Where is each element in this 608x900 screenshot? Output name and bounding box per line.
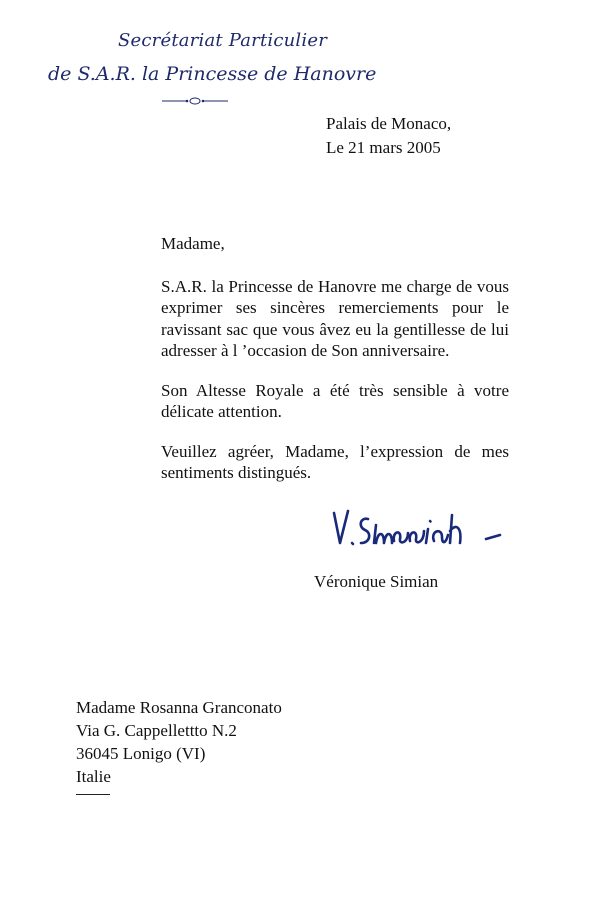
place-line: Palais de Monaco, [326,114,452,133]
signer-name: Véronique Simian [314,572,439,591]
letterhead-line-princess: de S.A.R. la Princesse de Hanovre [48,63,377,85]
place-and-date [326,112,451,160]
address-line-city: 36045 Lonigo (VI) [76,744,206,763]
salutation: Madame, [161,234,225,253]
paragraph-thanks: S.A.R. la Princesse de Hanovre me charge de vous exprimer ses sincères remerciements pour le ravissant sac que vous âvez eu la gentillesse de lui adresser à l ’occasion de Son anniversaire. [161,276,509,360]
handwritten-signature [328,503,513,558]
address-line-country: Italie [76,767,111,786]
address-divider [76,794,110,795]
recipient-address [76,696,282,788]
letter-body [161,233,509,502]
address-line-name: Madame Rosanna Granconato [76,698,282,717]
letterhead-line-secretariat: Secrétariat Particulier [118,30,328,51]
date-line: Le 21 mars 2005 [326,138,441,157]
paragraph-closing: Veuillez agréer, Madame, l’expression de mes sentiments distingués. [161,441,509,482]
letterhead-ornament-icon [160,96,230,106]
paragraph-sensible: Son Altesse Royale a été très sensible à votre délicate attention. [161,380,509,421]
address-line-street: Via G. Cappellettto N.2 [76,721,237,740]
